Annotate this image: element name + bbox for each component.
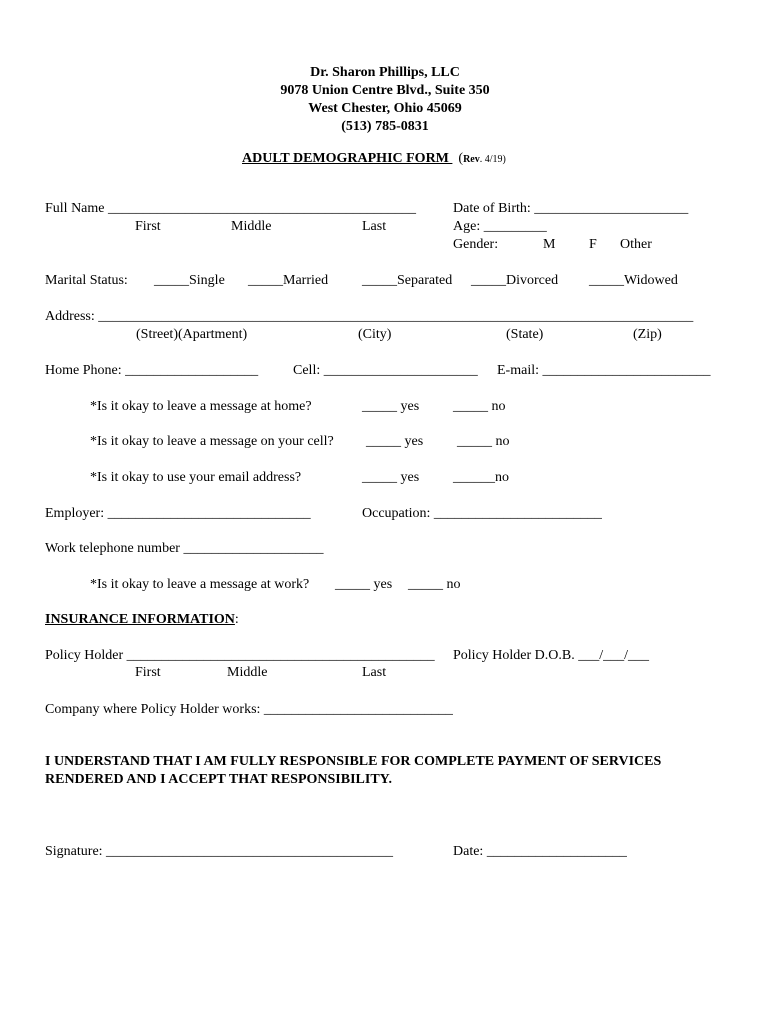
email-row — [497, 362, 711, 380]
agreement-line1: I UNDERSTAND THAT I AM FULLY RESPONSIBLE FOR COMPLETE PAYMENT OF SERVICES — [45, 754, 662, 769]
practice-name: Dr. Sharon Phillips, LLC — [310, 65, 460, 80]
agreement-line2: RENDERED AND I ACCEPT THAT RESPONSIBILITY. — [45, 772, 392, 787]
cell-message-yes[interactable]: _____ yes — [366, 434, 424, 449]
practice-address-line1: 9078 Union Centre Blvd., Suite 350 — [280, 83, 490, 98]
name-last-caption: Last — [362, 219, 387, 234]
work-phone-field[interactable]: ____________________ — [183, 541, 324, 556]
policy-holder-label: Policy Holder — [45, 648, 124, 663]
company-row — [45, 701, 453, 719]
policy-dob-row — [453, 647, 649, 665]
email-field[interactable]: ________________________ — [542, 363, 711, 378]
dob-label: Date of Birth: — [453, 201, 531, 216]
dob-field[interactable]: ______________________ — [534, 201, 689, 216]
marital-separated-option[interactable]: _____Separated — [362, 273, 453, 288]
address-label: Address: — [45, 309, 95, 324]
rev-text: Rev — [463, 154, 480, 165]
age-field[interactable]: _________ — [483, 219, 547, 234]
employer-row — [45, 505, 311, 523]
home-message-question: *Is it okay to leave a message at home? — [90, 399, 312, 414]
employer-field[interactable]: _____________________________ — [107, 506, 311, 521]
insurance-heading-row — [45, 611, 239, 629]
work-phone-row — [45, 540, 323, 558]
policy-holder-row — [45, 647, 435, 665]
occupation-field[interactable]: ________________________ — [433, 506, 602, 521]
company-label: Company where Policy Holder works: — [45, 702, 261, 717]
work-phone-label: Work telephone number — [45, 541, 180, 556]
date-label: Date: — [453, 844, 484, 859]
policy-first-caption: First — [135, 665, 161, 680]
dob-row — [453, 200, 688, 218]
insurance-heading: INSURANCE INFORMATION — [45, 612, 235, 627]
marital-divorced-option[interactable]: _____Divorced — [471, 273, 559, 288]
cell-message-no[interactable]: _____ no — [457, 434, 510, 449]
cell-field[interactable]: ______________________ — [323, 363, 478, 378]
rev-open: ( — [458, 151, 464, 166]
cell-message-question: *Is it okay to leave a message on your cell? — [90, 434, 334, 449]
full-name-row — [45, 200, 416, 218]
policy-dob-label: Policy Holder D.O.B. — [453, 648, 575, 663]
work-message-yes[interactable]: _____ yes — [335, 577, 393, 592]
practice-address-line2: West Chester, Ohio 45069 — [308, 101, 462, 116]
address-row — [45, 308, 693, 326]
work-message-question: *Is it okay to leave a message at work? — [90, 577, 310, 592]
signature-label: Signature: — [45, 844, 103, 859]
home-phone-label: Home Phone: — [45, 363, 122, 378]
gender-label: Gender: — [453, 237, 499, 252]
practice-phone: (513) 785-0831 — [341, 119, 429, 134]
gender-option-f[interactable]: F — [589, 237, 597, 252]
home-message-yes[interactable]: _____ yes — [362, 399, 420, 414]
email-permission-question: *Is it okay to use your email address? — [90, 470, 302, 485]
signature-field[interactable]: _________________________________________ — [106, 844, 394, 859]
cell-row — [293, 362, 478, 380]
home-message-no[interactable]: _____ no — [453, 399, 506, 414]
policy-last-caption: Last — [362, 665, 387, 680]
full-name-field[interactable]: ____________________________________________ — [108, 201, 416, 216]
address-city-caption: (City) — [358, 327, 392, 342]
address-zip-caption: (Zip) — [633, 327, 662, 342]
name-middle-caption: Middle — [231, 219, 272, 234]
address-field[interactable]: _____________________________________________________________________________________ — [98, 309, 694, 324]
form-title: ADULT DEMOGRAPHIC FORM — [242, 151, 453, 166]
email-permission-no[interactable]: ______no — [453, 470, 509, 485]
insurance-heading-colon: : — [234, 612, 239, 627]
date-field[interactable]: ____________________ — [486, 844, 627, 859]
email-permission-yes[interactable]: _____ yes — [362, 470, 420, 485]
marital-married-option[interactable]: _____Married — [248, 273, 329, 288]
home-phone-row — [45, 362, 258, 380]
occupation-label: Occupation: — [362, 506, 431, 521]
age-row — [453, 218, 547, 236]
policy-dob-field[interactable]: ___/___/___ — [578, 648, 649, 663]
email-label: E-mail: — [497, 363, 539, 378]
full-name-label: Full Name — [45, 201, 105, 216]
date-row — [453, 843, 627, 861]
gender-option-other[interactable]: Other — [620, 237, 652, 252]
employer-label: Employer: — [45, 506, 105, 521]
policy-holder-field[interactable]: ____________________________________________ — [126, 648, 435, 663]
form-title-row — [242, 150, 506, 169]
company-field[interactable]: ___________________________ — [263, 702, 453, 717]
marital-widowed-option[interactable]: _____Widowed — [589, 273, 678, 288]
home-phone-field[interactable]: ___________________ — [125, 363, 259, 378]
gender-option-m[interactable]: M — [543, 237, 556, 252]
marital-single-option[interactable]: _____Single — [154, 273, 225, 288]
work-message-no[interactable]: _____ no — [408, 577, 461, 592]
age-label: Age: — [453, 219, 481, 234]
name-first-caption: First — [135, 219, 161, 234]
policy-middle-caption: Middle — [227, 665, 268, 680]
rev-date: . 4/19) — [479, 154, 506, 165]
marital-status-label: Marital Status: — [45, 273, 128, 288]
address-street-caption: (Street)(Apartment) — [136, 327, 248, 342]
signature-row — [45, 843, 393, 861]
address-state-caption: (State) — [506, 327, 544, 342]
cell-label: Cell: — [293, 363, 321, 378]
occupation-row — [362, 505, 602, 523]
